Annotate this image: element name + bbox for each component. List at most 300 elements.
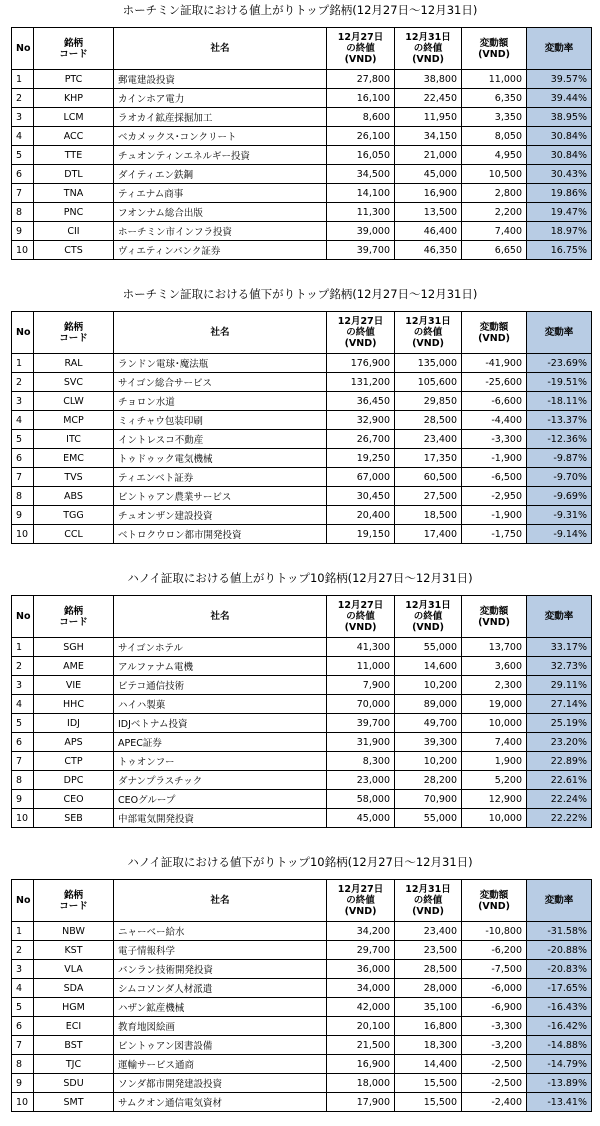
header-change-text: 変動額: [479, 37, 509, 49]
header-open: [327, 312, 395, 354]
header-code-text: 銘柄: [63, 889, 83, 901]
header-code: [34, 312, 114, 354]
cell-rate: -9.87%: [527, 449, 592, 468]
cell-change: -6,500: [462, 468, 527, 487]
cell-no: 9: [12, 506, 34, 525]
cell-name: シムコソンダ人材派遣: [114, 979, 327, 998]
cell-open-price: 45,000: [327, 809, 395, 828]
cell-rate: -17.65%: [527, 979, 592, 998]
cell-name: ティエナム商事: [114, 184, 327, 203]
cell-rate: 27.14%: [527, 695, 592, 714]
cell-change: 2,200: [462, 203, 527, 222]
cell-no: 1: [12, 70, 34, 89]
stock-section: [0, 284, 600, 554]
cell-change: -25,600: [462, 373, 527, 392]
cell-no: 2: [12, 373, 34, 392]
cell-no: 8: [12, 771, 34, 790]
cell-close-price: 55,000: [395, 809, 462, 828]
section-title: ホーチミン証取における値下がりトップ銘柄(12月27日～12月31日): [122, 287, 478, 301]
cell-change: -7,500: [462, 960, 527, 979]
cell-code: VIE: [34, 676, 114, 695]
table-row: [12, 525, 600, 544]
stock-table: [11, 879, 600, 1112]
cell-code: VLA: [34, 960, 114, 979]
header-open-text: の終値: [346, 611, 375, 622]
header-close-text: (VND): [412, 906, 444, 917]
cell-change: -3,300: [462, 1017, 527, 1036]
cell-close-price: 15,500: [395, 1093, 462, 1112]
header-row: [12, 28, 600, 70]
cell-rate: 22.22%: [527, 809, 592, 828]
header-close-text: (VND): [412, 622, 444, 633]
cell-close-price: 14,600: [395, 657, 462, 676]
cell-close-price: 46,350: [395, 241, 462, 260]
table-row: [12, 89, 600, 108]
cell-open-price: 23,000: [327, 771, 395, 790]
cell-rate: -18.11%: [527, 392, 592, 411]
cell-open-price: 176,900: [327, 354, 395, 373]
cell-rate: 33.17%: [527, 638, 592, 657]
cell-open-price: 19,150: [327, 525, 395, 544]
cell-name: ベトロクウロン都市開発投資: [114, 525, 327, 544]
cell-name: ハイハ製菓: [114, 695, 327, 714]
cell-name: IDJベトナム投資: [114, 714, 327, 733]
table-row: [12, 790, 600, 809]
cell-no: 7: [12, 184, 34, 203]
header-close-text: の終値: [413, 43, 443, 54]
header-rate: [527, 596, 592, 638]
cell-open-price: 58,000: [327, 790, 395, 809]
table-row: [12, 203, 600, 222]
cell-rate: 18.97%: [527, 222, 592, 241]
header-name-text: 社名: [210, 43, 230, 54]
cell-open-price: 8,300: [327, 752, 395, 771]
table-row: [12, 108, 600, 127]
header-change: [462, 596, 527, 638]
cell-code: TVS: [34, 468, 114, 487]
section-title: ホーチミン証取における値上がりトップ銘柄(12月27日～12月31日): [122, 3, 478, 17]
header-close-text: の終値: [413, 895, 443, 906]
cell-name: 郵電建設投資: [114, 70, 327, 89]
cell-change: 10,000: [462, 809, 527, 828]
stock-section: [0, 568, 600, 838]
cell-open-price: 16,050: [327, 146, 395, 165]
cell-name: ニャーベー給水: [114, 922, 327, 941]
table-row: [12, 714, 600, 733]
cell-close-price: 39,300: [395, 733, 462, 752]
cell-no: 9: [12, 1074, 34, 1093]
cell-code: CTS: [34, 241, 114, 260]
cell-close-price: 27,500: [395, 487, 462, 506]
table-row: [12, 392, 600, 411]
header-open-text: 12月27日: [337, 600, 384, 611]
cell-close-price: 38,800: [395, 70, 462, 89]
header-rate: [527, 312, 592, 354]
header-row: [12, 596, 600, 638]
header-change-text: 変動額: [479, 605, 509, 617]
cell-code: KHP: [34, 89, 114, 108]
cell-rate: 30.43%: [527, 165, 592, 184]
cell-rate: -9.70%: [527, 468, 592, 487]
cell-change: 2,800: [462, 184, 527, 203]
cell-change: 12,900: [462, 790, 527, 809]
cell-name: アルファナム電機: [114, 657, 327, 676]
cell-code: CII: [34, 222, 114, 241]
header-change-text: (VND): [478, 900, 510, 912]
header-close: [395, 312, 462, 354]
cell-close-price: 55,000: [395, 638, 462, 657]
cell-no: 5: [12, 430, 34, 449]
cell-no: 10: [12, 525, 34, 544]
table-row: [12, 506, 600, 525]
cell-change: 5,200: [462, 771, 527, 790]
header-change-text: 変動額: [479, 321, 509, 333]
table-row: [12, 809, 600, 828]
cell-rate: -16.43%: [527, 998, 592, 1017]
cell-close-price: 34,150: [395, 127, 462, 146]
cell-name: ホーチミン市インフラ投資: [114, 222, 327, 241]
cell-name: イントレスコ不動産: [114, 430, 327, 449]
header-change-text: (VND): [478, 332, 510, 344]
cell-change: 3,350: [462, 108, 527, 127]
header-name: [114, 312, 327, 354]
cell-close-price: 10,200: [395, 676, 462, 695]
cell-name: チュオンティンエネルギー投資: [114, 146, 327, 165]
header-open-text: (VND): [344, 338, 377, 349]
cell-open-price: 26,700: [327, 430, 395, 449]
cell-no: 6: [12, 1017, 34, 1036]
cell-close-price: 10,200: [395, 752, 462, 771]
cell-rate: 19.86%: [527, 184, 592, 203]
cell-rate: -12.36%: [527, 430, 592, 449]
cell-rate: -13.89%: [527, 1074, 592, 1093]
cell-code: EMC: [34, 449, 114, 468]
cell-rate: -9.14%: [527, 525, 592, 544]
cell-code: SDU: [34, 1074, 114, 1093]
cell-close-price: 11,950: [395, 108, 462, 127]
cell-code: MCP: [34, 411, 114, 430]
header-code: [34, 880, 114, 922]
cell-change: -6,200: [462, 941, 527, 960]
cell-name: 中部電気開発投資: [114, 809, 327, 828]
cell-close-price: 28,500: [395, 411, 462, 430]
cell-code: NBW: [34, 922, 114, 941]
cell-name: サムクオン通信電気資材: [114, 1093, 327, 1112]
cell-open-price: 39,700: [327, 241, 395, 260]
cell-rate: 38.95%: [527, 108, 592, 127]
cell-open-price: 36,000: [327, 960, 395, 979]
cell-no: 9: [12, 790, 34, 809]
cell-name: ビントゥアン農業サービス: [114, 487, 327, 506]
cell-open-price: 20,400: [327, 506, 395, 525]
table-row: [12, 638, 600, 657]
header-no-text: No: [16, 327, 31, 338]
header-close-text: 12月31日: [405, 32, 451, 43]
cell-rate: -16.42%: [527, 1017, 592, 1036]
cell-open-price: 32,900: [327, 411, 395, 430]
header-close-text: 12月31日: [405, 884, 451, 895]
cell-change: 6,350: [462, 89, 527, 108]
cell-open-price: 18,000: [327, 1074, 395, 1093]
cell-name: ソンダ都市開発建設投資: [114, 1074, 327, 1093]
cell-change: 3,600: [462, 657, 527, 676]
cell-close-price: 18,500: [395, 506, 462, 525]
table-row: [12, 657, 600, 676]
header-change: [462, 312, 527, 354]
table-row: [12, 1055, 600, 1074]
stock-section: [0, 0, 600, 270]
cell-no: 8: [12, 1055, 34, 1074]
cell-code: AME: [34, 657, 114, 676]
cell-close-price: 13,500: [395, 203, 462, 222]
header-close-text: の終値: [413, 327, 443, 338]
cell-rate: 22.89%: [527, 752, 592, 771]
cell-code: TJC: [34, 1055, 114, 1074]
cell-name: サイゴン総合サービス: [114, 373, 327, 392]
cell-close-price: 28,500: [395, 960, 462, 979]
header-change: [462, 880, 527, 922]
cell-open-price: 30,450: [327, 487, 395, 506]
cell-name: フオンナム総合出版: [114, 203, 327, 222]
cell-change: 1,900: [462, 752, 527, 771]
cell-close-price: 89,000: [395, 695, 462, 714]
cell-name: ビテコ通信技術: [114, 676, 327, 695]
header-no: [12, 596, 34, 638]
cell-code: HGM: [34, 998, 114, 1017]
header-code-text: コード: [59, 616, 88, 628]
table-row: [12, 411, 600, 430]
cell-open-price: 70,000: [327, 695, 395, 714]
header-no: [12, 28, 34, 70]
cell-code: PNC: [34, 203, 114, 222]
cell-open-price: 34,500: [327, 165, 395, 184]
cell-rate: 29.11%: [527, 676, 592, 695]
cell-rate: -23.69%: [527, 354, 592, 373]
cell-change: -3,300: [462, 430, 527, 449]
cell-no: 4: [12, 979, 34, 998]
stock-table: [11, 311, 600, 544]
cell-change: 7,400: [462, 733, 527, 752]
cell-change: -1,900: [462, 506, 527, 525]
cell-close-price: 23,500: [395, 941, 462, 960]
cell-rate: -20.83%: [527, 960, 592, 979]
cell-close-price: 35,100: [395, 998, 462, 1017]
cell-no: 3: [12, 960, 34, 979]
cell-no: 3: [12, 392, 34, 411]
header-row: [12, 880, 600, 922]
header-close-text: (VND): [412, 54, 444, 65]
cell-code: SVC: [34, 373, 114, 392]
cell-name: トゥオンフー: [114, 752, 327, 771]
cell-no: 1: [12, 638, 34, 657]
cell-rate: 32.73%: [527, 657, 592, 676]
table-row: [12, 127, 600, 146]
cell-name: ヴィエティンバンク証券: [114, 241, 327, 260]
cell-rate: 39.44%: [527, 89, 592, 108]
cell-name: トゥドゥック電気機械: [114, 449, 327, 468]
cell-open-price: 16,100: [327, 89, 395, 108]
header-open-text: の終値: [346, 43, 375, 54]
header-name-text: 社名: [210, 895, 230, 906]
cell-close-price: 135,000: [395, 354, 462, 373]
cell-open-price: 16,900: [327, 1055, 395, 1074]
header-rate: [527, 28, 592, 70]
header-code: [34, 28, 114, 70]
cell-code: TGG: [34, 506, 114, 525]
cell-name: サイゴンホテル: [114, 638, 327, 657]
header-name: [114, 28, 327, 70]
header-change-text: (VND): [478, 48, 510, 60]
header-close: [395, 596, 462, 638]
cell-no: 2: [12, 657, 34, 676]
cell-open-price: 34,000: [327, 979, 395, 998]
header-code-text: コード: [59, 900, 88, 912]
header-no-text: No: [16, 895, 31, 906]
table-row: [12, 695, 600, 714]
cell-no: 6: [12, 165, 34, 184]
header-open-text: 12月27日: [337, 316, 384, 327]
section-title: ハノイ証取における値下がりトップ10銘柄(12月27日～12月31日): [127, 855, 473, 869]
cell-code: CTP: [34, 752, 114, 771]
cell-open-price: 29,700: [327, 941, 395, 960]
cell-open-price: 36,450: [327, 392, 395, 411]
cell-code: ABS: [34, 487, 114, 506]
cell-rate: -14.79%: [527, 1055, 592, 1074]
cell-open-price: 67,000: [327, 468, 395, 487]
cell-name: ティエンベト証券: [114, 468, 327, 487]
table-row: [12, 184, 600, 203]
cell-no: 2: [12, 89, 34, 108]
table-row: [12, 1093, 600, 1112]
cell-close-price: 29,850: [395, 392, 462, 411]
cell-no: 8: [12, 203, 34, 222]
cell-close-price: 21,000: [395, 146, 462, 165]
cell-no: 7: [12, 1036, 34, 1055]
cell-change: 19,000: [462, 695, 527, 714]
cell-open-price: 34,200: [327, 922, 395, 941]
cell-code: TTE: [34, 146, 114, 165]
cell-change: -10,800: [462, 922, 527, 941]
cell-code: SEB: [34, 809, 114, 828]
cell-change: -6,000: [462, 979, 527, 998]
cell-code: CLW: [34, 392, 114, 411]
cell-change: -2,500: [462, 1055, 527, 1074]
cell-open-price: 42,000: [327, 998, 395, 1017]
cell-open-price: 14,100: [327, 184, 395, 203]
cell-no: 9: [12, 222, 34, 241]
cell-rate: -14.88%: [527, 1036, 592, 1055]
header-no-text: No: [16, 611, 31, 622]
cell-code: ECI: [34, 1017, 114, 1036]
header-code-text: 銘柄: [63, 321, 83, 333]
header-name-text: 社名: [210, 327, 230, 338]
cell-open-price: 31,900: [327, 733, 395, 752]
header-open-text: (VND): [344, 54, 377, 65]
table-row: [12, 165, 600, 184]
header-open: [327, 596, 395, 638]
stock-section: [0, 852, 600, 1122]
table-row: [12, 468, 600, 487]
header-no: [12, 880, 34, 922]
cell-name: ダイティエン鉄鋼: [114, 165, 327, 184]
header-rate-text: 変動率: [544, 43, 574, 54]
header-name: [114, 596, 327, 638]
cell-open-price: 39,000: [327, 222, 395, 241]
header-open-text: の終値: [346, 895, 375, 906]
cell-close-price: 23,400: [395, 922, 462, 941]
cell-name: CEOグループ: [114, 790, 327, 809]
stock-table: [11, 27, 600, 260]
cell-name: チョロン水道: [114, 392, 327, 411]
cell-name: 電子情報科学: [114, 941, 327, 960]
cell-rate: -19.51%: [527, 373, 592, 392]
header-no-text: No: [16, 43, 31, 54]
cell-change: 4,950: [462, 146, 527, 165]
cell-close-price: 49,700: [395, 714, 462, 733]
cell-change: 10,500: [462, 165, 527, 184]
cell-no: 5: [12, 714, 34, 733]
table-row: [12, 430, 600, 449]
cell-change: -1,900: [462, 449, 527, 468]
cell-no: 6: [12, 449, 34, 468]
cell-rate: 30.84%: [527, 127, 592, 146]
cell-open-price: 39,700: [327, 714, 395, 733]
cell-change: 6,650: [462, 241, 527, 260]
header-code-text: 銘柄: [63, 37, 83, 49]
cell-no: 3: [12, 676, 34, 695]
cell-change: 10,000: [462, 714, 527, 733]
table-row: [12, 241, 600, 260]
header-open-text: (VND): [344, 906, 377, 917]
table-row: [12, 960, 600, 979]
table-row: [12, 449, 600, 468]
cell-close-price: 46,400: [395, 222, 462, 241]
cell-code: DTL: [34, 165, 114, 184]
cell-no: 5: [12, 146, 34, 165]
header-open: [327, 880, 395, 922]
cell-close-price: 60,500: [395, 468, 462, 487]
cell-change: -3,200: [462, 1036, 527, 1055]
cell-no: 3: [12, 108, 34, 127]
cell-name: ハザン鉱産機械: [114, 998, 327, 1017]
cell-close-price: 16,900: [395, 184, 462, 203]
cell-name: ビントゥアン図書設備: [114, 1036, 327, 1055]
cell-rate: -9.31%: [527, 506, 592, 525]
cell-rate: 22.24%: [527, 790, 592, 809]
header-close-text: の終値: [413, 611, 443, 622]
cell-name: カインホア電力: [114, 89, 327, 108]
table-row: [12, 1017, 600, 1036]
header-change: [462, 28, 527, 70]
cell-open-price: 17,900: [327, 1093, 395, 1112]
table-row: [12, 70, 600, 89]
header-change-text: (VND): [478, 616, 510, 628]
header-no: [12, 312, 34, 354]
cell-rate: -13.37%: [527, 411, 592, 430]
cell-name: ダナンプラスチック: [114, 771, 327, 790]
cell-open-price: 41,300: [327, 638, 395, 657]
cell-close-price: 23,400: [395, 430, 462, 449]
cell-name: チュオンザン建設投資: [114, 506, 327, 525]
cell-change: 7,400: [462, 222, 527, 241]
cell-code: APS: [34, 733, 114, 752]
table-row: [12, 998, 600, 1017]
cell-no: 8: [12, 487, 34, 506]
cell-close-price: 45,000: [395, 165, 462, 184]
cell-name: ミィチャウ包装印刷: [114, 411, 327, 430]
cell-no: 4: [12, 127, 34, 146]
header-code-text: コード: [59, 48, 88, 60]
